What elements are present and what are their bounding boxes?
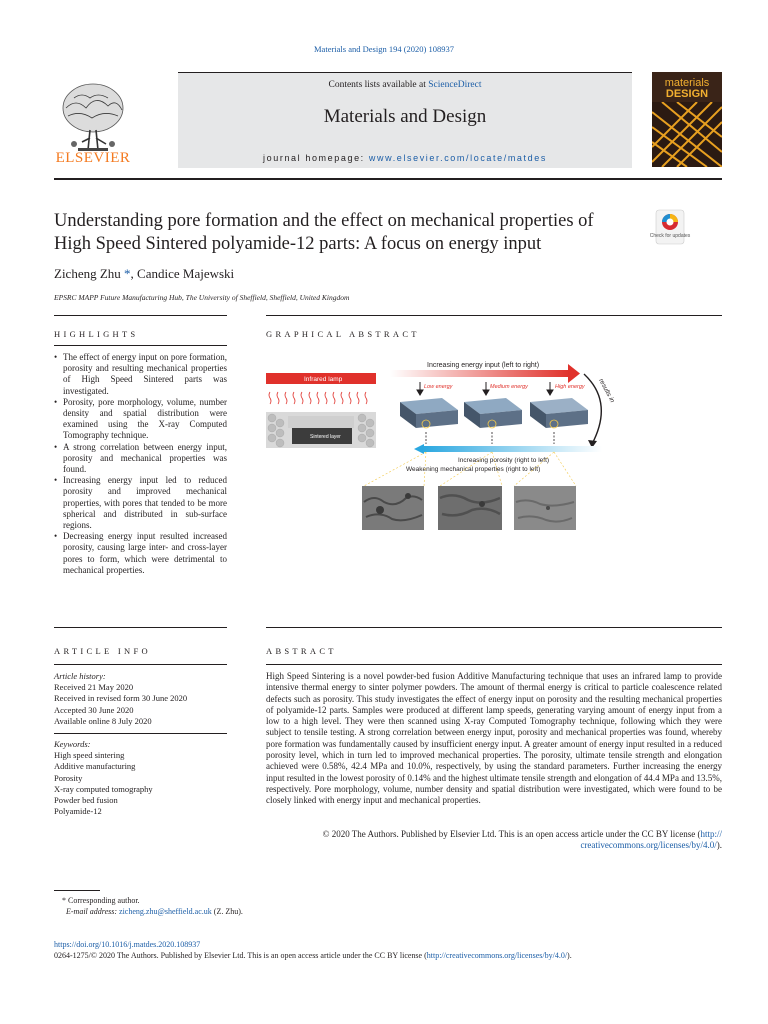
- footnote-text: Corresponding author.: [68, 896, 140, 905]
- email-suffix: (Z. Zhu).: [211, 907, 243, 916]
- history-item: Available online 8 July 2020: [54, 715, 152, 726]
- section-rule: [54, 345, 227, 346]
- issn-suffix: ).: [567, 951, 572, 960]
- corresponding-author-footnote: [62, 895, 243, 917]
- section-rule: [54, 664, 227, 665]
- arrow-head-icon: [568, 364, 580, 383]
- keyword-item: Porosity: [54, 772, 83, 783]
- increasing-energy-arrow: [390, 370, 570, 377]
- infrared-lamp-label: Infrared lamp: [304, 376, 343, 383]
- keyword-item: Additive manufacturing: [54, 761, 136, 772]
- section-rule: [266, 627, 722, 628]
- elsevier-wordmark: ELSEVIER: [55, 150, 131, 166]
- journal-reference[interactable]: Materials and Design 194 (2020) 108937: [314, 44, 454, 54]
- homepage-link[interactable]: www.elsevier.com/locate/matdes: [368, 153, 547, 163]
- copyright-suffix: ).: [716, 840, 722, 851]
- sem-image-high-energy: [514, 486, 576, 530]
- contents-line: [178, 80, 632, 90]
- abstract-copyright: [266, 829, 722, 852]
- highlight-item: • A strong correlation between energy input, porosity and mechanical properties was found.: [54, 442, 227, 476]
- sciencedirect-link[interactable]: ScienceDirect: [428, 80, 482, 90]
- issn-copyright-line: [54, 951, 572, 960]
- section-rule: [266, 664, 722, 665]
- affiliation: EPSRC MAPP Future Manufacturing Hub, The University of Sheffield, Sheffield, United Kingdom: [54, 293, 350, 302]
- license-link[interactable]: http://creativecommons.org/licenses/by/4.0/: [426, 951, 568, 960]
- footnote-mark: *: [62, 896, 66, 905]
- author-separator: ,: [130, 266, 138, 281]
- keywords: [54, 739, 227, 817]
- highlight-item: • Decreasing energy input resulted increased porosity, causing large inter- and cross-layer pores to form, which were detrimental to mechanical properties.: [54, 531, 227, 576]
- header-rule-top: [178, 72, 632, 73]
- highlights-heading: HIGHLIGHTS: [54, 329, 139, 339]
- cover-title-line1: materials: [664, 77, 710, 89]
- history-item: Received 21 May 2020: [54, 682, 134, 693]
- highlight-item: • Porosity, pore morphology, volume, number density and spatial distribution were examined using the X-ray Computed Tomography technique.: [54, 397, 227, 442]
- abstract-heading: ABSTRACT: [266, 646, 337, 656]
- energy-arrow-label: Increasing energy input (left to right): [427, 362, 540, 369]
- powder-layer-top: [288, 416, 354, 428]
- keyword-item: Polyamide-12: [54, 806, 102, 817]
- corresponding-mark[interactable]: *: [120, 266, 131, 281]
- high-energy-label: High energy: [555, 384, 585, 390]
- license-link[interactable]: http://: [700, 829, 722, 839]
- check-for-updates-label[interactable]: Check for updates: [649, 233, 691, 239]
- article-title: Understanding pore formation and the effect on mechanical properties of High Speed Sintered polyamide-12 parts: A focus on energy input: [54, 211, 594, 254]
- keywords-label: Keywords:: [54, 739, 91, 749]
- copyright-prefix: © 2020 The Authors. Published by Elsevier Ltd. This is an open access article under the CC BY license (: [322, 829, 701, 839]
- email-label: E-mail address:: [66, 907, 120, 916]
- sample-high-energy: [530, 398, 588, 428]
- article-history: [54, 671, 227, 727]
- graphical-abstract-figure[interactable]: [262, 352, 628, 560]
- journal-title: Materials and Design: [323, 106, 487, 127]
- graphical-abstract-heading: GRAPHICAL ABSTRACT: [266, 329, 420, 339]
- sem-image-medium-energy: [438, 486, 502, 530]
- history-item: Accepted 30 June 2020: [54, 704, 134, 715]
- header-rule-bottom: [54, 178, 722, 180]
- results-in-label: results in: [597, 377, 616, 404]
- low-energy-label: Low energy: [424, 384, 453, 390]
- journal-cover-thumbnail[interactable]: [652, 72, 722, 167]
- highlights-list: [54, 352, 227, 576]
- highlight-item: • The effect of energy input on pore formation, porosity and resulting mechanical properties of High Speed Sintered parts was investigated.: [54, 352, 227, 397]
- section-rule: [54, 627, 227, 628]
- keyword-item: X-ray computed tomography: [54, 783, 153, 794]
- sample-medium-energy: [464, 398, 522, 428]
- keyword-item: Powder bed fusion: [54, 795, 118, 806]
- abstract-body: High Speed Sintering is a novel powder-bed fusion Additive Manufacturing technique that uses an infrared lamp to provide intensive thermal energy to sinter polymer powders. The amount of thermal energy is critical to particle coalescence related defects such as porosity. This study investigates the effect of energy input on porosity and the resulting mechanical properties of polyamide-12 parts. Samples were produced at different lamp speeds, generating varying amount of energy input from a low to a high level. They were then scanned using X-ray Computed Tomography technique, following which they were subject to tensile testing. A strong correlation between energy input, porosity and mechanical properties was found, whereby pore formation was fundamentally caused by insufficient energy input. A greater amount of energy input resulted in a reduced porosity level, which in turn led to improved mechanical properties. The porosity, ultimate tensile strength and elongation achieved were 0.58%, 42.4 MPa and 10.0%, respectively, by using the standard parameters. Further increasing the energy input resulted in the lowest porosity of 0.14% and the highest ultimate tensile strength and elongation of 44.4 MPa and 13.5%, respectively. Pore morphology, volume, number density and spatial distribution were investigated, which were found to be closely linked with energy input and mechanical properties.: [266, 671, 722, 806]
- article-info-heading: ARTICLE INFO: [54, 646, 151, 656]
- section-rule: [54, 315, 227, 316]
- heat-wave-icon: [269, 392, 367, 404]
- author-list: [54, 266, 234, 282]
- author-name[interactable]: Zicheng Zhu: [54, 266, 121, 281]
- sintered-layer-label: Sintered layer: [310, 434, 341, 440]
- contents-prefix: Contents lists available at: [328, 80, 429, 90]
- section-rule: [54, 733, 227, 734]
- homepage-prefix: journal homepage:: [263, 153, 369, 163]
- highlight-item: • Increasing energy input led to reduced porosity and improved mechanical properties, with pores that tended to be more spherical and distributed in sub-surface regions.: [54, 475, 227, 531]
- issn-prefix: 0264-1275/© 2020 The Authors. Published by Elsevier Ltd. This is an open access article under the CC BY license (: [54, 951, 427, 960]
- sem-image-low-energy: [362, 486, 424, 530]
- porosity-arrow-label: Increasing porosity (right to left): [458, 457, 550, 464]
- increasing-porosity-arrow: [422, 446, 602, 452]
- history-item: Received in revised form 30 June 2020: [54, 693, 188, 704]
- journal-homepage: [178, 153, 632, 163]
- history-label: Article history:: [54, 671, 106, 681]
- license-link[interactable]: creativecommons.org/licenses/by/4.0/: [580, 840, 717, 851]
- section-rule: [266, 315, 722, 316]
- cover-title-line2: DESIGN: [665, 88, 709, 100]
- mechanical-properties-label: Weakening mechanical properties (right to left): [406, 466, 541, 473]
- author-name[interactable]: Candice Majewski: [137, 266, 235, 281]
- keyword-item: High speed sintering: [54, 750, 125, 761]
- email-link[interactable]: zicheng.zhu@sheffield.ac.uk: [119, 907, 212, 916]
- check-for-updates-icon[interactable]: [652, 209, 688, 245]
- doi-link[interactable]: https://doi.org/10.1016/j.matdes.2020.108937: [54, 940, 201, 949]
- sample-low-energy: [400, 398, 458, 428]
- medium-energy-label: Medium energy: [490, 384, 528, 390]
- footnote-rule: [54, 890, 100, 891]
